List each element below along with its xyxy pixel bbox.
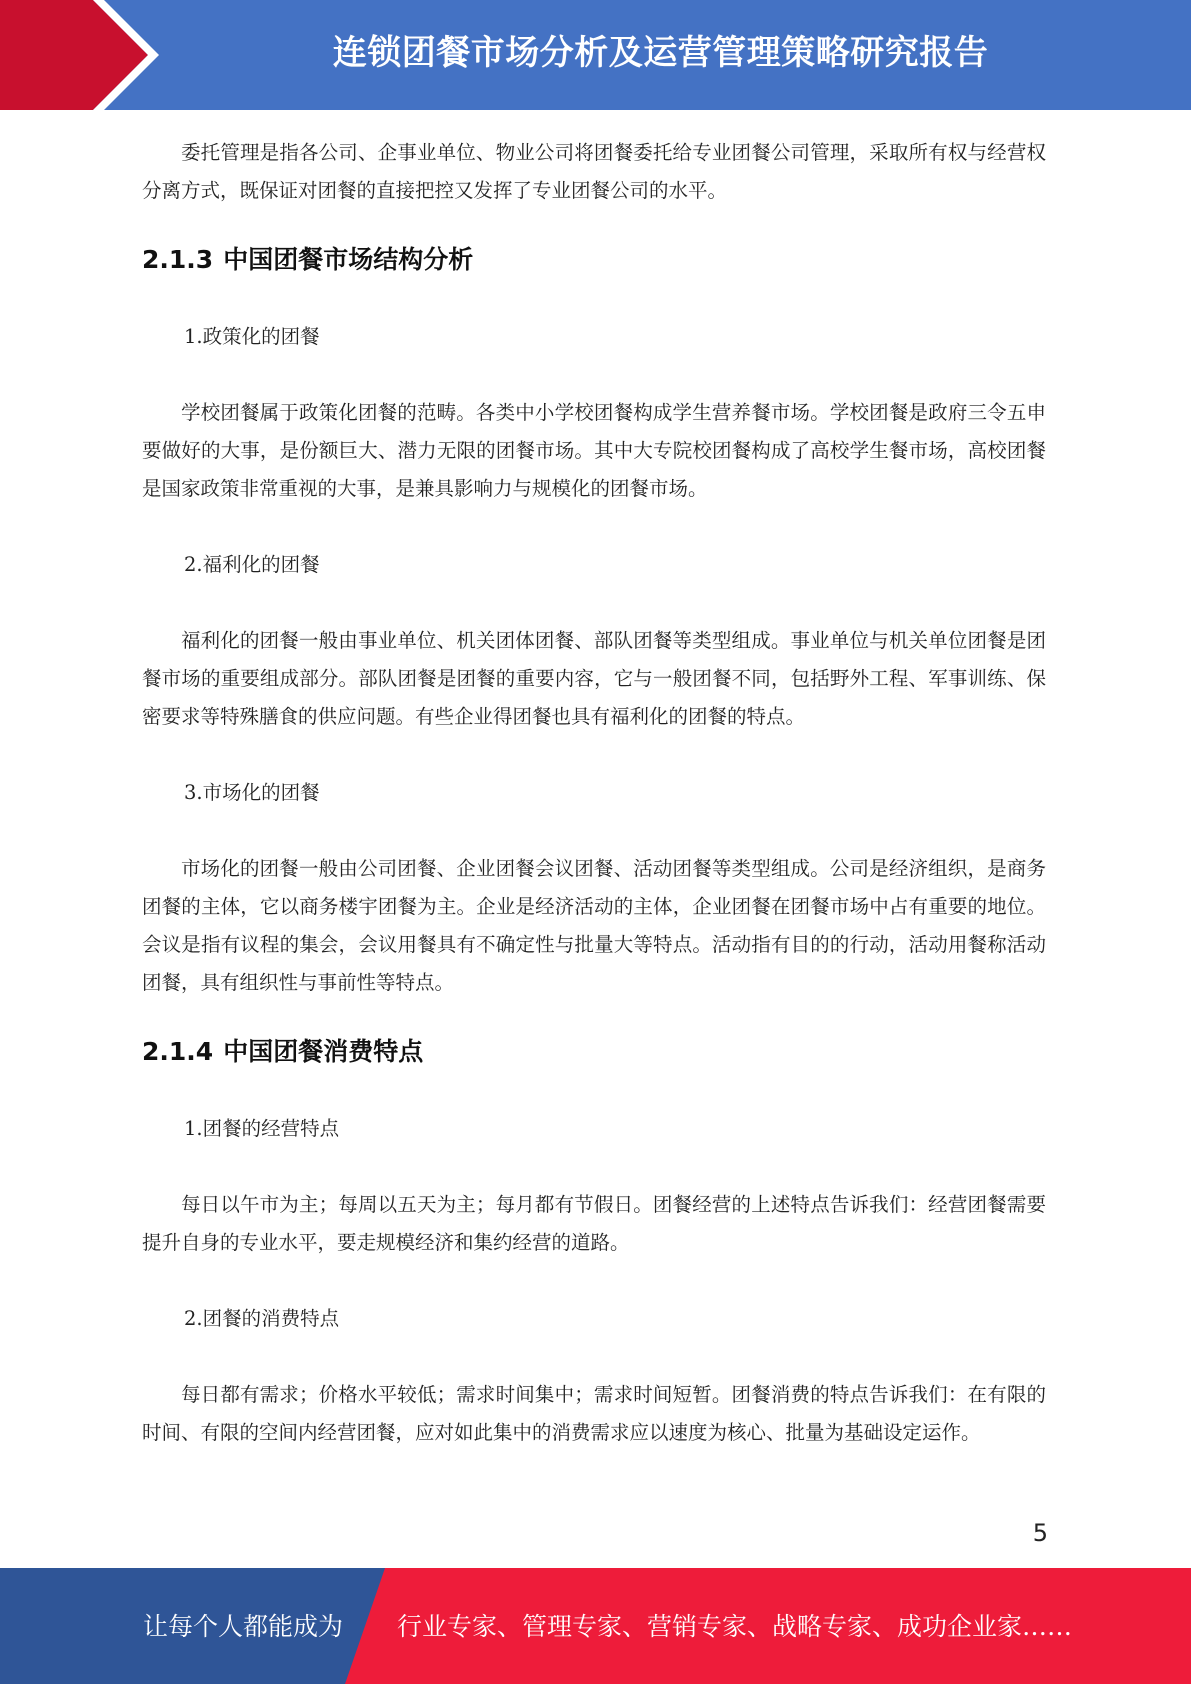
header-arrow-graphic [0, 0, 160, 110]
page-footer [0, 1568, 1191, 1684]
section-title: 中国团餐消费特点 [223, 1037, 424, 1066]
subsection-text-policy: 学校团餐属于政策化团餐的范畴。各类中小学校团餐构成学生营养餐市场。学校团餐是政府三令五申要做好的大事，是份额巨大、潜力无限的团餐市场。其中大专院校团餐构成了高校学生餐市场，高校团餐是国家政策非常重视的大事，是兼具影响力与规模化的团餐市场。 [142, 401, 1046, 500]
section-heading-2-1-4 [142, 1032, 1046, 1072]
subsection-text-consumption: 每日都有需求；价格水平较低；需求时间集中；需求时间短暂。团餐消费的特点告诉我们：在有限的时间、有限的空间内经营团餐，应对如此集中的消费需求应以速度为核心、批量为基础设定运作。 [142, 1383, 1046, 1444]
subsection-label-welfare: 2.福利化的团餐 [184, 553, 320, 576]
section-title: 中国团餐市场结构分析 [223, 245, 474, 274]
subsection-label-policy: 1.政策化的团餐 [184, 325, 320, 348]
footer-slogan-right: 行业专家、管理专家、营销专家、战略专家、成功企业家…… [397, 1612, 1073, 1641]
subsection-text-welfare: 福利化的团餐一般由事业单位、机关团体团餐、部队团餐等类型组成。事业单位与机关单位团餐是团餐市场的重要组成部分。部队团餐是团餐的重要内容，它与一般团餐不同，包括野外工程、军事训练、保密要求等特殊膳食的供应问题。有些企业得团餐也具有福利化的团餐的特点。 [142, 629, 1046, 728]
header-red-chevron [0, 0, 148, 110]
page-header [0, 0, 1191, 110]
subsection-label-consumption: 2.团餐的消费特点 [184, 1307, 340, 1330]
section-heading-2-1-3 [142, 240, 1046, 280]
subsection-text-market: 市场化的团餐一般由公司团餐、企业团餐会议团餐、活动团餐等类型组成。公司是经济组织，是商务团餐的主体，它以商务楼宇团餐为主。企业是经济活动的主体，企业团餐在团餐市场中占有重要的地位。会议是指有议程的集会，会议用餐具有不确定性与批量大等特点。活动指有目的的行动，活动用餐称活动团餐，具有组织性与事前性等特点。 [142, 857, 1046, 994]
document-body [142, 134, 1046, 1452]
report-title: 连锁团餐市场分析及运营管理策略研究报告 [332, 33, 989, 73]
subsection-text-operation: 每日以午市为主；每周以五天为主；每月都有节假日。团餐经营的上述特点告诉我们：经营团餐需要提升自身的专业水平，要走规模经济和集约经营的道路。 [142, 1193, 1046, 1254]
page-number: 5 [1032, 1519, 1048, 1547]
intro-paragraph: 委托管理是指各公司、企事业单位、物业公司将团餐委托给专业团餐公司管理，采取所有权与经营权分离方式，既保证对团餐的直接把控又发挥了专业团餐公司的水平。 [142, 141, 1046, 202]
section-number: 2.1.3 [142, 245, 214, 274]
section-number: 2.1.4 [142, 1037, 214, 1066]
footer-slogan-left: 让每个人都能成为 [143, 1612, 344, 1641]
subsection-label-market: 3.市场化的团餐 [184, 781, 320, 804]
subsection-label-operation: 1.团餐的经营特点 [184, 1117, 340, 1140]
